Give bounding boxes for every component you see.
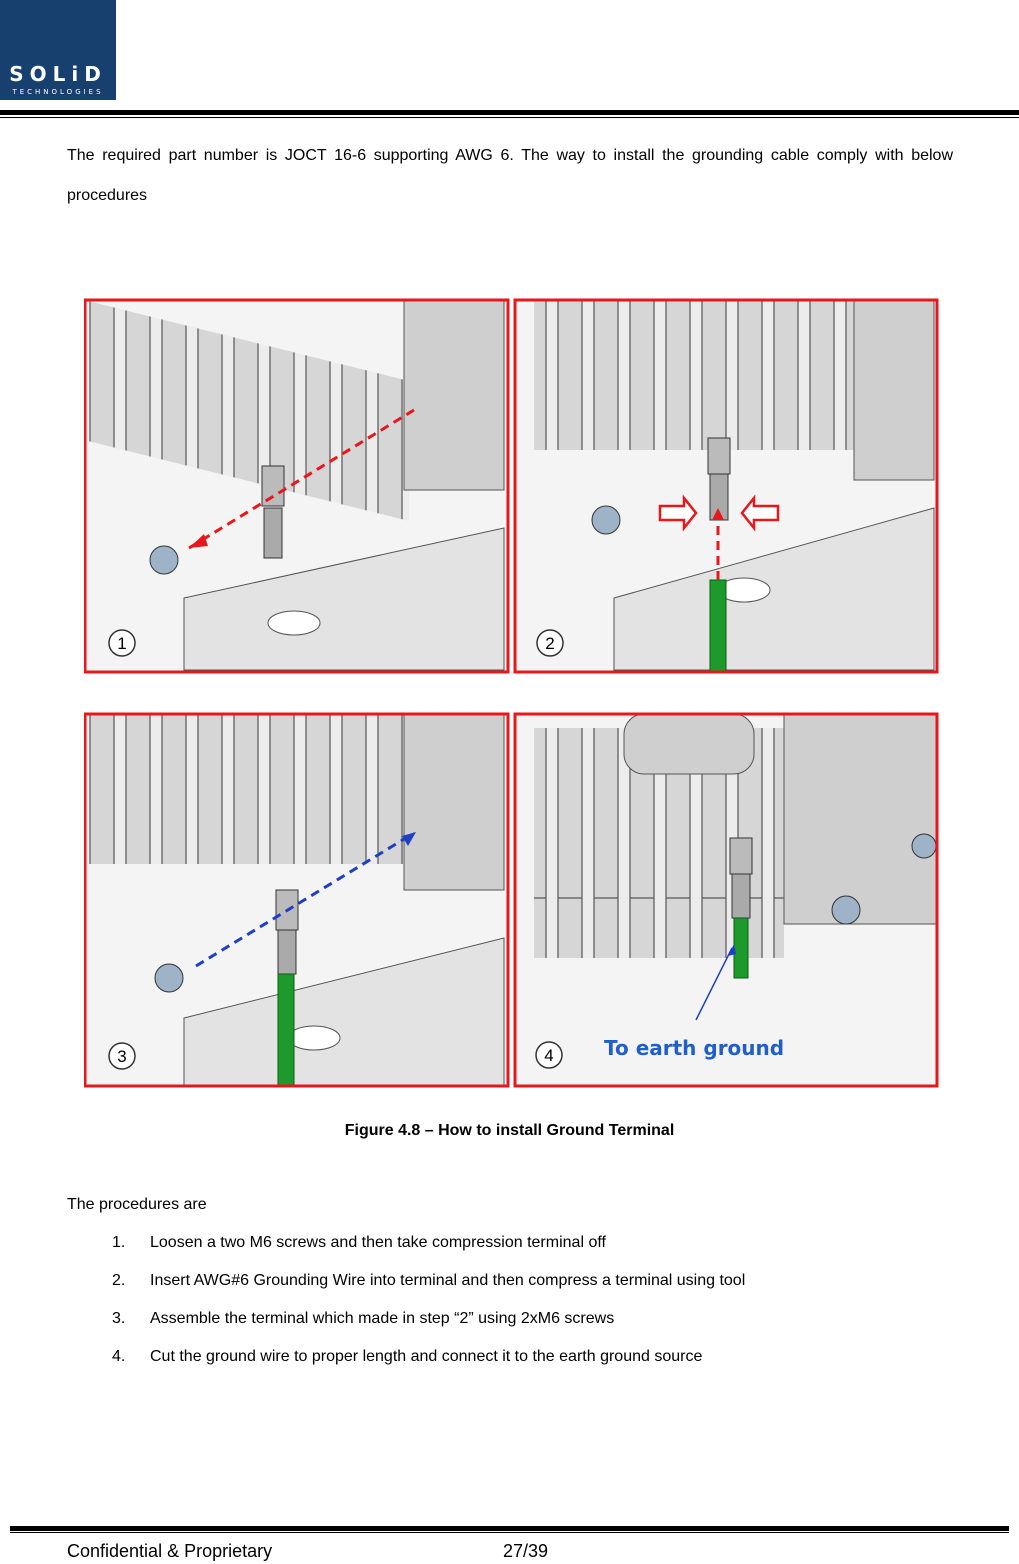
company-logo: [0, 0, 116, 100]
earth-ground-callout: To earth ground: [604, 1036, 785, 1060]
footer-rule-thin: [10, 1532, 1009, 1533]
step-text: Cut the ground wire to proper length and connect it to the earth ground source: [150, 1348, 703, 1365]
step-text: Loosen a two M6 screws and then take compression terminal off: [150, 1234, 606, 1251]
intro-paragraph: [67, 146, 953, 234]
step-number: 3.: [112, 1310, 126, 1327]
ground-terminal-figure: [84, 298, 939, 1088]
header-rule: [0, 110, 1019, 115]
logo-subtext: TECHNOLOGIES: [12, 88, 104, 96]
panel-3-number: 3: [117, 1047, 127, 1066]
panel-1: [85, 300, 508, 672]
figure-caption: Figure 4.8 – How to install Ground Terminal: [344, 1122, 675, 1139]
step-text: Assemble the terminal which made in step “2” using 2xM6 screws: [150, 1310, 615, 1327]
footer-rule: [10, 1526, 1009, 1531]
intro-text: The required part number is JOCT 16-6 supporting AWG 6. The way to install the grounding cable comply with below procedures: [67, 147, 953, 204]
step-number: 1.: [112, 1234, 126, 1251]
step-text: Insert AWG#6 Grounding Wire into terminal and then compress a terminal using tool: [150, 1272, 746, 1289]
panel-4: [515, 714, 937, 1086]
procedures-title: The procedures are: [67, 1196, 207, 1213]
panel-4-number: 4: [544, 1046, 554, 1065]
panel-3: [85, 714, 508, 1086]
page-number: 27/39: [503, 1541, 549, 1561]
step-number: 4.: [112, 1348, 126, 1365]
panel-2: [515, 300, 937, 672]
footer-confidential: Confidential & Proprietary: [67, 1541, 273, 1561]
panel-2-number: 2: [545, 634, 555, 653]
header-rule-thin: [0, 117, 1019, 118]
panel-1-number: 1: [117, 634, 127, 653]
logo-wordmark: SOLiD: [9, 62, 107, 86]
step-number: 2.: [112, 1272, 126, 1289]
